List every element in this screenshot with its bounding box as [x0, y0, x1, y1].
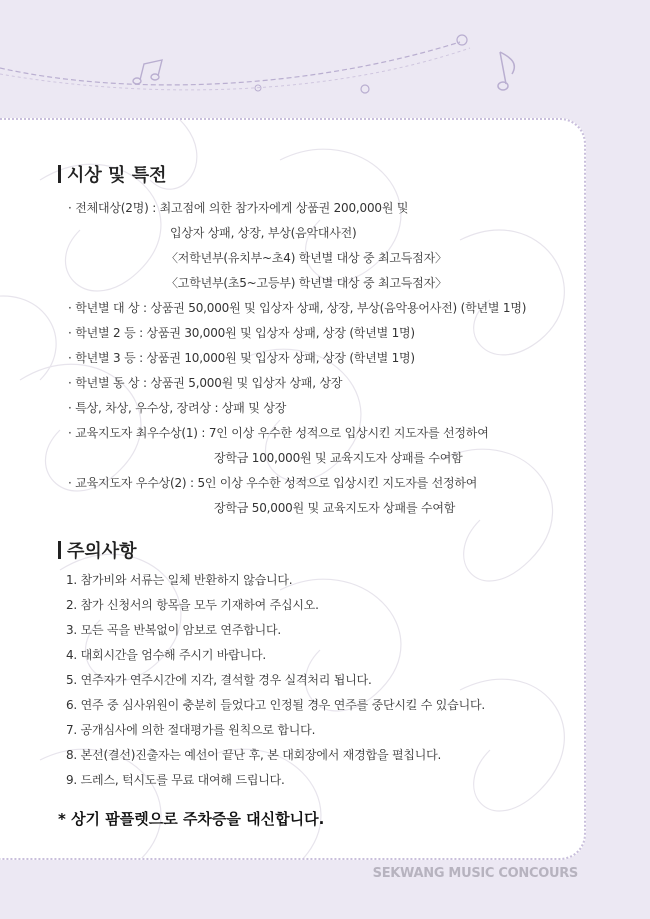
notice-item: 6. 연주 중 심사위원이 충분히 들었다고 인정될 경우 연주를 중단시킬 수 있습니다.	[66, 698, 485, 712]
award-line: 〈저학년부(유치부~초4) 학년별 대상 중 최고득점자〉	[166, 251, 447, 265]
section-title-awards: 시상 및 특전	[58, 161, 166, 187]
notice-item: 3. 모든 곡을 반복없이 암보로 연주합니다.	[66, 623, 282, 637]
award-line: · 학년별 동 상 : 상품권 5,000원 및 입상자 상패, 상장	[68, 376, 343, 390]
award-line: 장학금 100,000원 및 교육지도자 상패를 수여함	[214, 451, 463, 465]
title-bar-icon	[58, 165, 61, 183]
award-line: 입상자 상패, 상장, 부상(음악대사전)	[170, 226, 357, 240]
award-line: · 교육지도자 우수상(2) : 5인 이상 우수한 성적으로 입상시킨 지도자를 선정하여	[68, 476, 478, 490]
award-line: · 학년별 2 등 : 상품권 30,000원 및 입상자 상패, 상장 (학년별 1명)	[68, 326, 415, 340]
notice-item: 9. 드레스, 턱시도를 무료 대여해 드립니다.	[66, 773, 285, 787]
parking-note: * 상기 팜플렛으로 주차증을 대신합니다.	[58, 810, 325, 828]
award-line: · 학년별 3 등 : 상품권 10,000원 및 입상자 상패, 상장 (학년별 1명)	[68, 351, 415, 365]
award-line: · 교육지도자 최우수상(1) : 7인 이상 우수한 성적으로 입상시킨 지도자를 선정하여	[68, 426, 489, 440]
notice-item: 7. 공개심사에 의한 절대평가를 원칙으로 합니다.	[66, 723, 316, 737]
award-line: · 전체대상(2명) : 최고점에 의한 참가자에게 상품권 200,000원 및	[68, 201, 409, 215]
brand-logo-text: SEKWANG MUSIC CONCOURS	[372, 866, 578, 881]
title-bar-icon	[58, 541, 61, 559]
award-line: · 학년별 대 상 : 상품권 50,000원 및 입상자 상패, 상장, 부상(음악용어사전) (학년별 1명)	[68, 301, 527, 315]
notice-item: 8. 본선(결선)진출자는 예선이 끝난 후, 본 대회장에서 재경합을 펼칩니다.	[66, 748, 442, 762]
notice-item: 2. 참가 신청서의 항목을 모두 기재하여 주십시오.	[66, 598, 319, 612]
award-line: 장학금 50,000원 및 교육지도자 상패를 수여함	[214, 501, 456, 515]
notice-item: 4. 대회시간을 엄수해 주시기 바랍니다.	[66, 648, 267, 662]
award-line: · 특상, 차상, 우수상, 장려상 : 상패 및 상장	[68, 401, 287, 415]
notice-item: 1. 참가비와 서류는 일체 반환하지 않습니다.	[66, 573, 293, 587]
section-title-notices: 주의사항	[58, 537, 137, 563]
award-line: 〈고학년부(초5~고등부) 학년별 대상 중 최고득점자〉	[166, 276, 447, 290]
notice-item: 5. 연주자가 연주시간에 지각, 결석할 경우 실격처리 됩니다.	[66, 673, 372, 687]
